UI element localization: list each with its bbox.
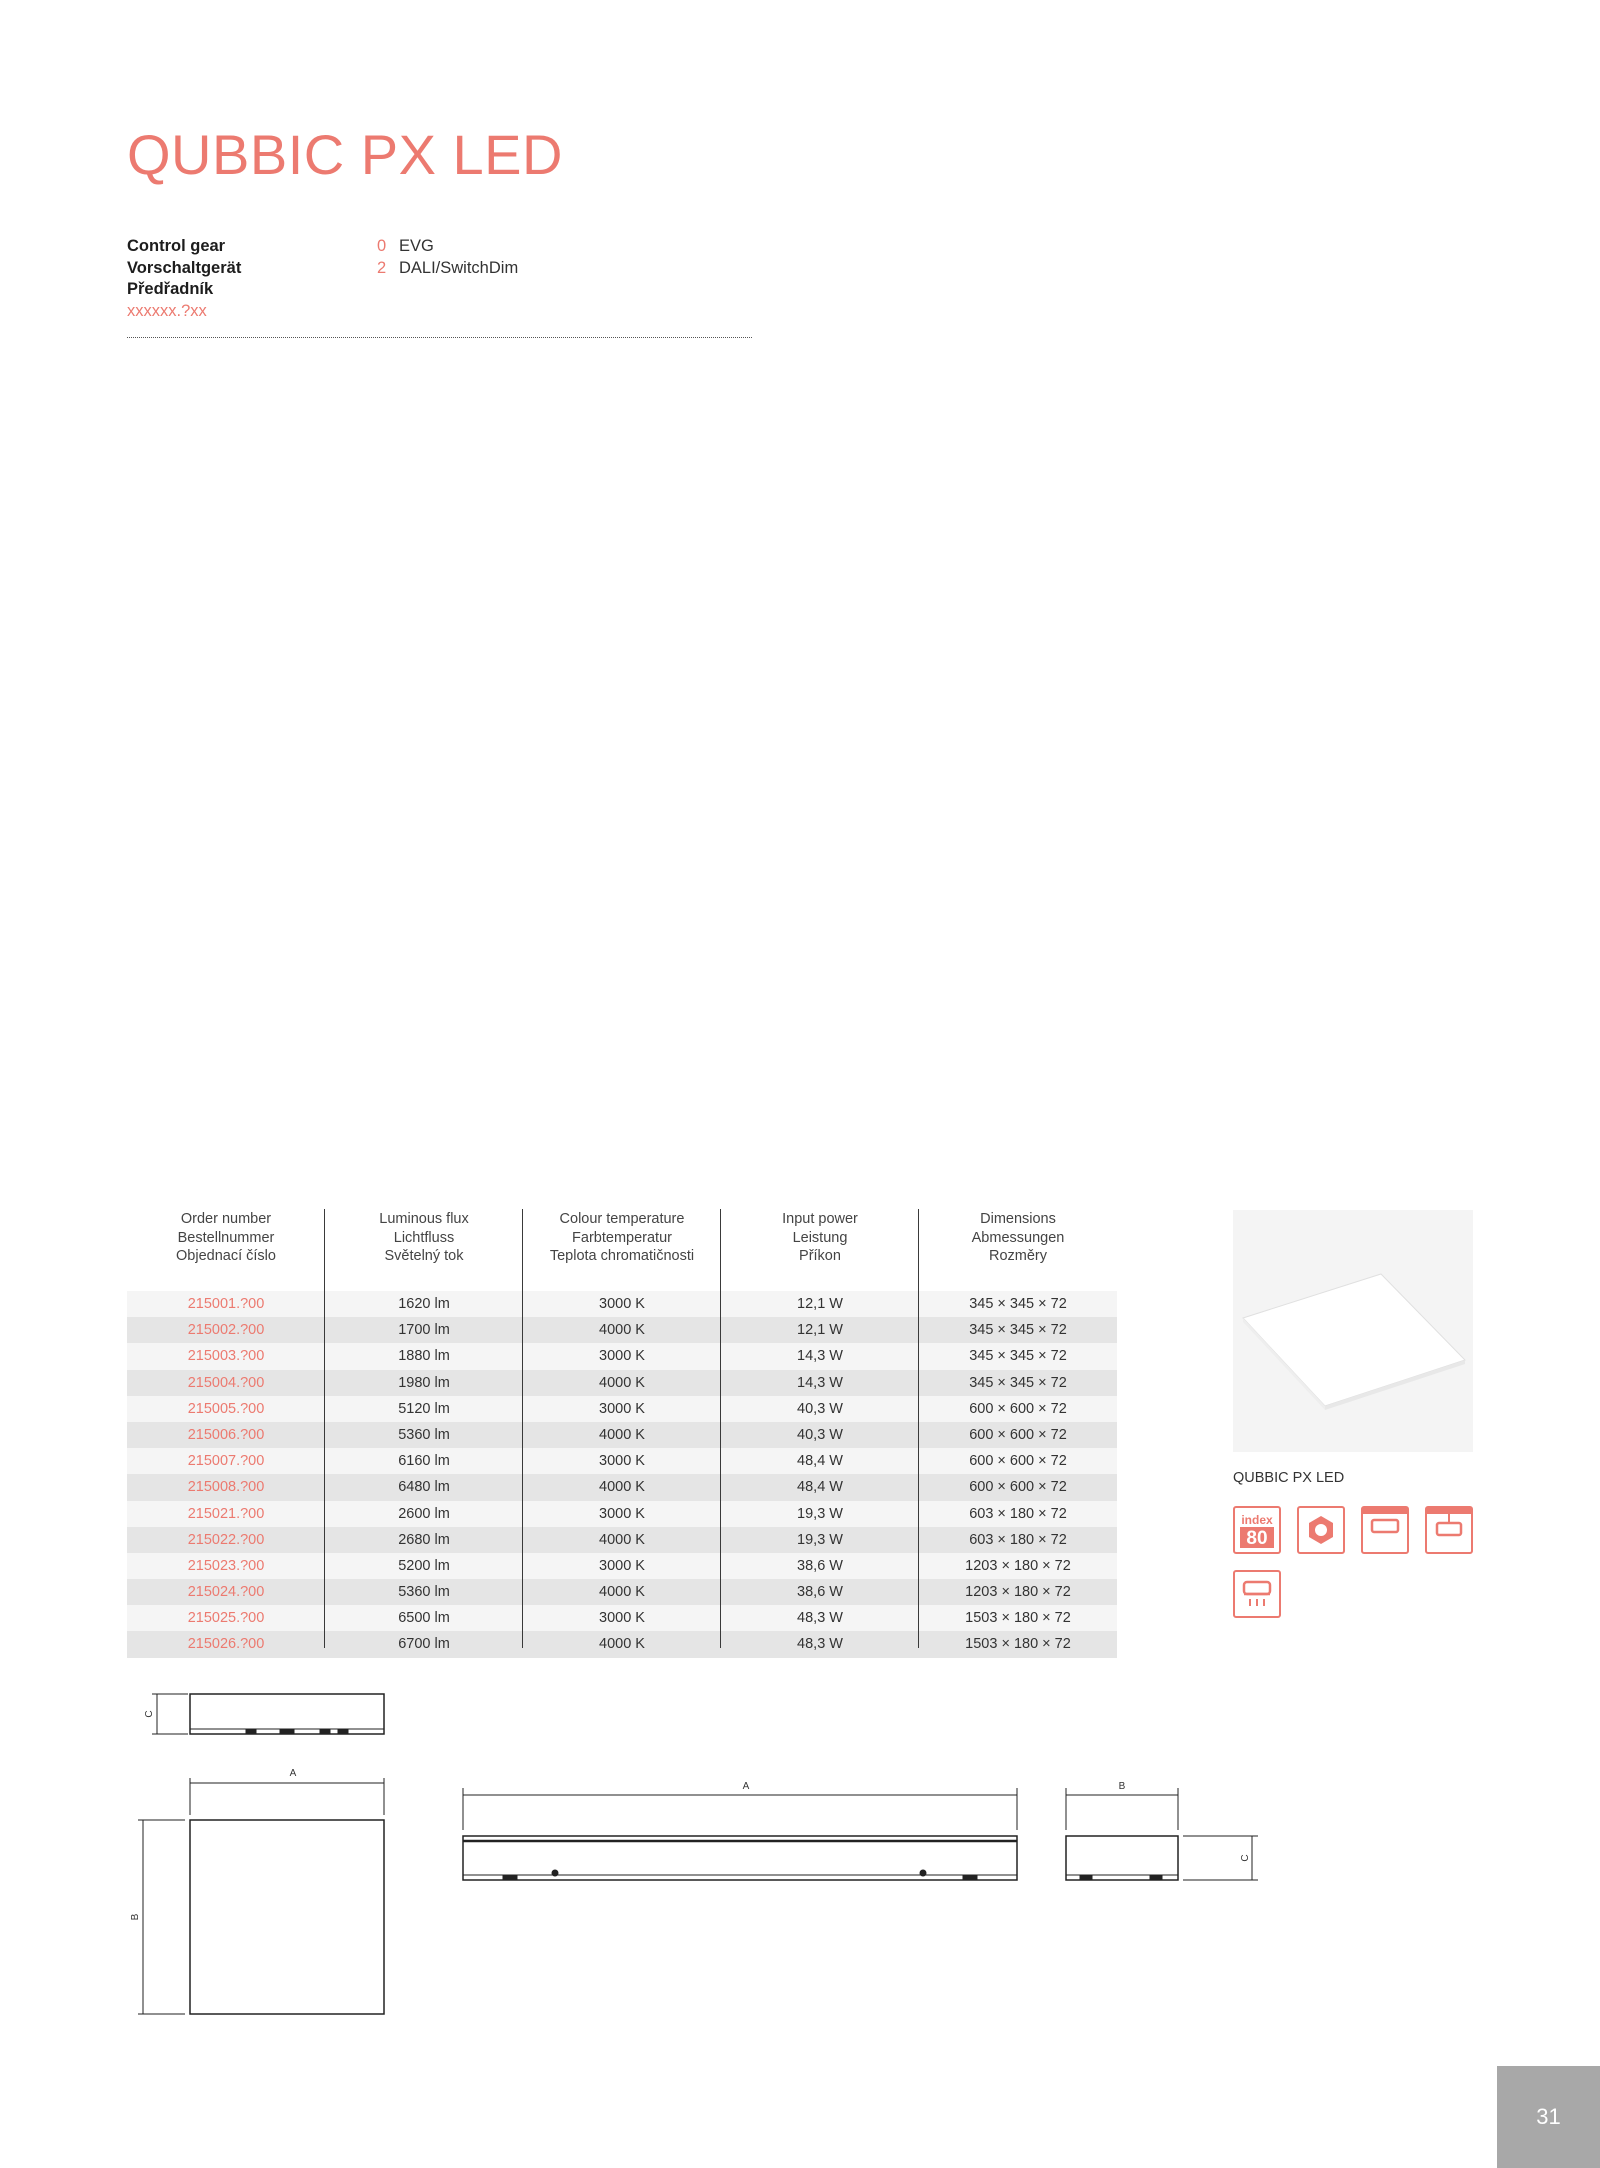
table-cell: 3000 K — [599, 1505, 645, 1522]
table-cell: 5200 lm — [398, 1557, 450, 1574]
table-cell: 1620 lm — [398, 1296, 450, 1312]
order-number-cell: 215025.?00 — [187, 1610, 265, 1627]
order-number-cell: 215006.?00 — [187, 1426, 265, 1443]
product-name: QUBBIC PX LED — [1233, 1470, 1345, 1486]
table-cell: 345 × 345 × 72 — [969, 1322, 1067, 1339]
order-number-cell: 215001.?00 — [187, 1296, 265, 1312]
control-gear-label-en: Control gear — [127, 237, 226, 255]
column-header-line: Bestellnummer — [177, 1229, 275, 1246]
table-cell: 1880 lm — [398, 1348, 450, 1365]
side-view-long — [463, 1788, 1017, 1880]
top-view-square — [138, 1778, 384, 2014]
svg-text:index: index — [1241, 1513, 1273, 1527]
table-cell: 38,6 W — [797, 1584, 843, 1601]
table-cell: 48,4 W — [797, 1479, 843, 1496]
column-header-line: Lichtfluss — [393, 1229, 455, 1246]
table-cell: 40,3 W — [797, 1400, 843, 1417]
order-number-cell: 215021.?00 — [187, 1505, 265, 1522]
column-header-line: Farbtemperatur — [572, 1229, 672, 1246]
control-gear-code: xxxxxx.?xx — [127, 301, 207, 320]
table-cell: 1980 lm — [398, 1374, 450, 1391]
table-cell: 1203 × 180 × 72 — [965, 1584, 1071, 1601]
column-header-line: Světelný tok — [384, 1248, 464, 1264]
table-cell: 19,3 W — [797, 1505, 843, 1522]
table-cell: 6700 lm — [398, 1636, 450, 1653]
table-cell: 14,3 W — [797, 1348, 843, 1365]
table-cell: 1503 × 180 × 72 — [965, 1636, 1071, 1653]
table-cell: 5360 lm — [398, 1584, 450, 1601]
column-header-line: Rozměry — [988, 1248, 1047, 1264]
table-cell: 600 × 600 × 72 — [969, 1400, 1067, 1417]
table-cell: 5120 lm — [398, 1400, 450, 1417]
svg-text:80: 80 — [1246, 1528, 1268, 1549]
table-cell: 6480 lm — [398, 1479, 450, 1496]
column-header-line: Leistung — [792, 1229, 848, 1246]
table-cell: 3000 K — [599, 1348, 645, 1365]
table-cell: 5360 lm — [398, 1426, 450, 1443]
table-cell: 4000 K — [599, 1374, 645, 1391]
table-cell: 4000 K — [599, 1426, 645, 1443]
table-cell: 2600 lm — [398, 1505, 450, 1522]
table-cell: 600 × 600 × 72 — [969, 1453, 1067, 1470]
table-cell: 600 × 600 × 72 — [969, 1479, 1067, 1496]
table-cell: 345 × 345 × 72 — [969, 1296, 1067, 1312]
side-view-small — [152, 1694, 384, 1734]
column-header-line: Input power — [782, 1211, 858, 1227]
table-cell: 3000 K — [599, 1610, 645, 1627]
order-number-cell: 215023.?00 — [187, 1557, 265, 1574]
dim-label-c: C — [1240, 1854, 1251, 1862]
column-header-line: Abmessungen — [971, 1229, 1065, 1246]
table-cell: 4000 K — [599, 1531, 645, 1548]
order-number-cell: 215008.?00 — [187, 1479, 265, 1496]
table-cell: 12,1 W — [797, 1322, 843, 1339]
column-header-line: Dimensions — [980, 1211, 1056, 1227]
table-cell: 3000 K — [599, 1557, 645, 1574]
table-cell: 4000 K — [599, 1479, 645, 1496]
table-cell: 38,6 W — [797, 1557, 843, 1574]
table-cell: 6500 lm — [398, 1610, 450, 1627]
order-number-cell: 215003.?00 — [187, 1348, 265, 1365]
order-number-cell: 215026.?00 — [187, 1636, 265, 1653]
dim-label-a: A — [289, 1768, 297, 1779]
control-gear-label-cz: Předřadník — [127, 280, 214, 298]
table-cell: 2680 lm — [398, 1531, 450, 1548]
table-cell: 3000 K — [599, 1400, 645, 1417]
table-cell: 40,3 W — [797, 1426, 843, 1443]
column-header-line: Příkon — [799, 1248, 841, 1264]
page-title: QUBBIC PX LED — [127, 123, 563, 186]
table-cell: 1503 × 180 × 72 — [965, 1610, 1071, 1627]
dim-label-a: A — [742, 1781, 750, 1792]
end-view — [1066, 1788, 1258, 1880]
column-header-line: Order number — [180, 1211, 272, 1227]
table-cell: 4000 K — [599, 1584, 645, 1601]
table-cell: 1700 lm — [398, 1322, 450, 1339]
order-number-cell: 215005.?00 — [187, 1400, 265, 1417]
table-cell: 48,4 W — [797, 1453, 843, 1470]
table-cell: 1203 × 180 × 72 — [965, 1557, 1071, 1574]
dim-label-b: B — [1118, 1781, 1126, 1792]
order-number-cell: 215002.?00 — [187, 1322, 265, 1339]
table-cell: 48,3 W — [797, 1636, 843, 1653]
control-gear-label-de: Vorschaltgerät — [127, 258, 242, 277]
control-gear-option: 0 EVG — [377, 237, 434, 255]
table-cell: 345 × 345 × 72 — [969, 1348, 1067, 1365]
table-cell: 19,3 W — [797, 1531, 843, 1548]
table-cell: 603 × 180 × 72 — [969, 1531, 1067, 1548]
table-cell: 4000 K — [599, 1322, 645, 1339]
table-cell: 600 × 600 × 72 — [969, 1426, 1067, 1443]
table-cell: 4000 K — [599, 1636, 645, 1653]
table-cell: 14,3 W — [797, 1374, 843, 1391]
column-header-line: Objednací číslo — [176, 1248, 276, 1264]
table-cell: 48,3 W — [797, 1610, 843, 1627]
order-number-cell: 215007.?00 — [187, 1453, 265, 1470]
column-header-line: Colour temperature — [559, 1211, 685, 1227]
order-number-cell: 215022.?00 — [187, 1531, 265, 1548]
control-gear-option: 2 DALI/SwitchDim — [377, 258, 519, 277]
table-cell: 6160 lm — [398, 1453, 450, 1470]
order-number-cell: 215024.?00 — [187, 1584, 265, 1601]
dim-label-b: B — [130, 1913, 141, 1921]
table-cell: 603 × 180 × 72 — [969, 1505, 1067, 1522]
table-cell: 12,1 W — [797, 1296, 843, 1312]
page-number: 31 — [1497, 2066, 1600, 2168]
dim-label-c: C — [144, 1710, 155, 1718]
table-cell: 3000 K — [599, 1453, 645, 1470]
table-cell: 345 × 345 × 72 — [969, 1374, 1067, 1391]
table-cell: 3000 K — [599, 1296, 645, 1312]
column-header-line: Teplota chromatičnosti — [549, 1248, 695, 1264]
column-header-line: Luminous flux — [379, 1211, 469, 1227]
order-number-cell: 215004.?00 — [187, 1374, 265, 1391]
